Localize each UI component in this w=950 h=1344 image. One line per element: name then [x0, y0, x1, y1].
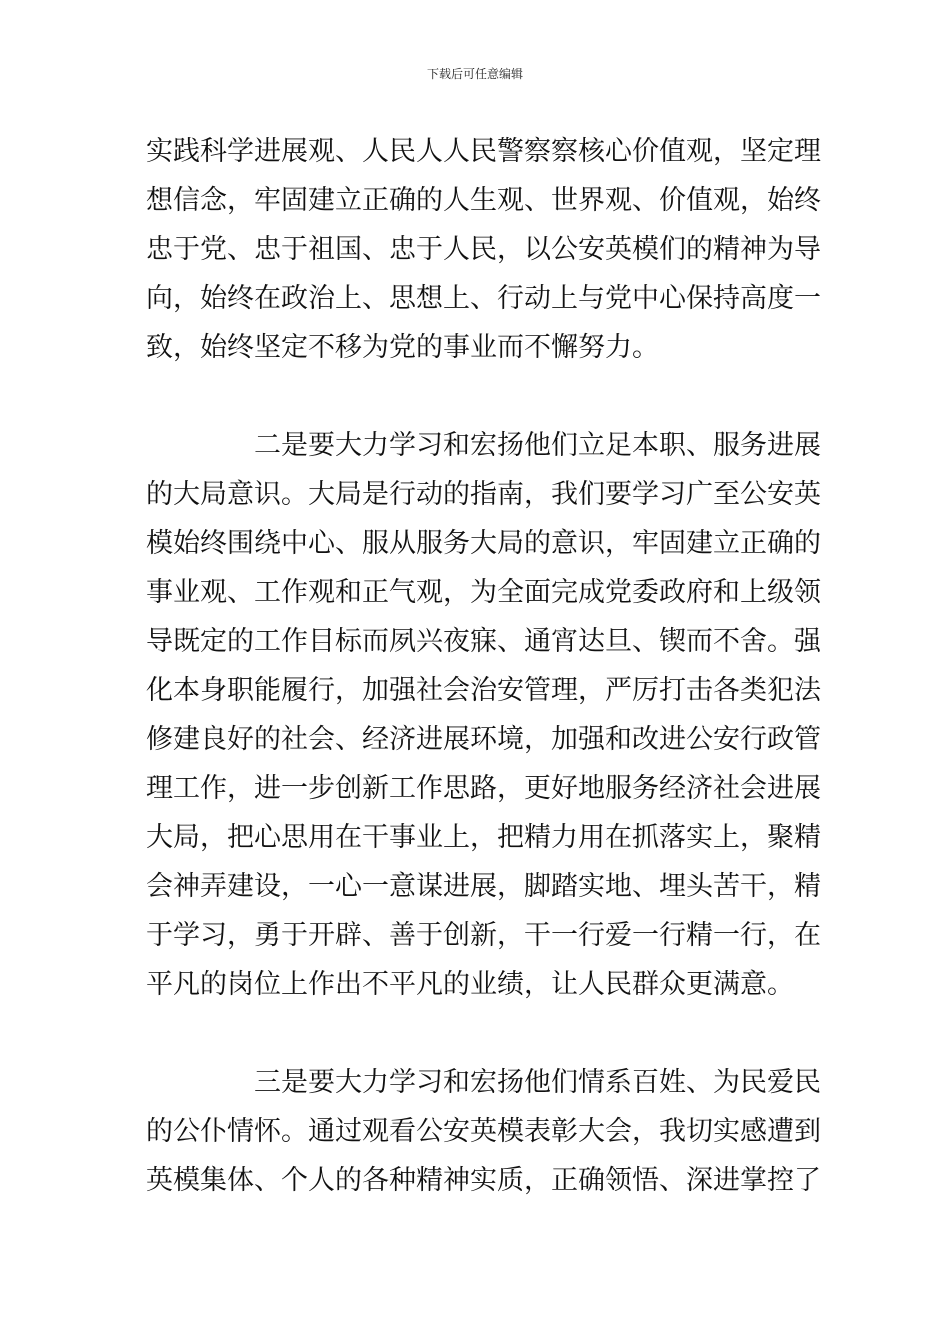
paragraph-spacer	[146, 372, 806, 421]
paragraph-2-line-1: 二是要大力学习和宏扬他们立足本职、服务进展	[254, 430, 821, 461]
paragraph-2-line-4: 事业观、工作观和正气观，为全面完成党委政府和上级领	[146, 577, 821, 608]
paragraph-2-line-5: 导既定的工作目标而夙兴夜寐、通宵达旦、锲而不舍。强	[146, 626, 821, 657]
paragraph-spacer	[146, 1009, 806, 1058]
paragraph-2-line-12: 平凡的岗位上作出不平凡的业绩，让人民群众更满意。	[146, 969, 794, 1000]
paragraph-1-line-4: 向，始终在政治上、思想上、行动上与党中心保持高度一	[146, 283, 821, 314]
paragraph-3-line-3: 英模集体、个人的各种精神实质，正确领悟、深进掌控了	[146, 1165, 821, 1196]
paragraph-2-line-6: 化本身职能履行，加强社会治安管理，严厉打击各类犯法	[146, 675, 821, 706]
paragraph-3	[146, 1058, 821, 1205]
paragraph-1-line-5: 致，始终坚定不移为党的事业而不懈努力。	[146, 332, 659, 363]
paragraph-2-line-3: 模始终围绕中心、服从服务大局的意识，牢固建立正确的	[146, 528, 821, 559]
paragraph-2-line-7: 修建良好的社会、经济进展环境，加强和改进公安行政管	[146, 724, 821, 755]
paragraph-2-line-8: 理工作，进一步创新工作思路，更好地服务经济社会进展	[146, 773, 821, 804]
paragraph-2	[146, 421, 821, 1009]
paragraph-2-line-9: 大局，把心思用在干事业上，把精力用在抓落实上，聚精	[146, 822, 821, 853]
paragraph-1-line-1: 实践科学进展观、人民人人民警察察核心价值观，坚定理	[146, 136, 821, 167]
paragraph-3-line-2: 的公仆情怀。通过观看公安英模表彰大会，我切实感遭到	[146, 1116, 821, 1147]
page-header-note: 下载后可任意编辑	[426, 67, 523, 81]
paragraph-1-line-3: 忠于党、忠于祖国、忠于人民，以公安英模们的精神为导	[146, 234, 821, 265]
document-body	[146, 127, 821, 1205]
paragraph-2-line-2: 的大局意识。大局是行动的指南，我们要学习广至公安英	[146, 479, 821, 510]
paragraph-1-line-2: 想信念，牢固建立正确的人生观、世界观、价值观，始终	[146, 185, 821, 216]
paragraph-2-line-10: 会神弄建设，一心一意谋进展，脚踏实地、埋头苦干，精	[146, 871, 821, 902]
paragraph-3-line-1: 三是要大力学习和宏扬他们情系百姓、为民爱民	[254, 1067, 821, 1098]
paragraph-1	[146, 127, 821, 372]
paragraph-2-line-11: 于学习，勇于开辟、善于创新，干一行爱一行精一行，在	[146, 920, 821, 951]
